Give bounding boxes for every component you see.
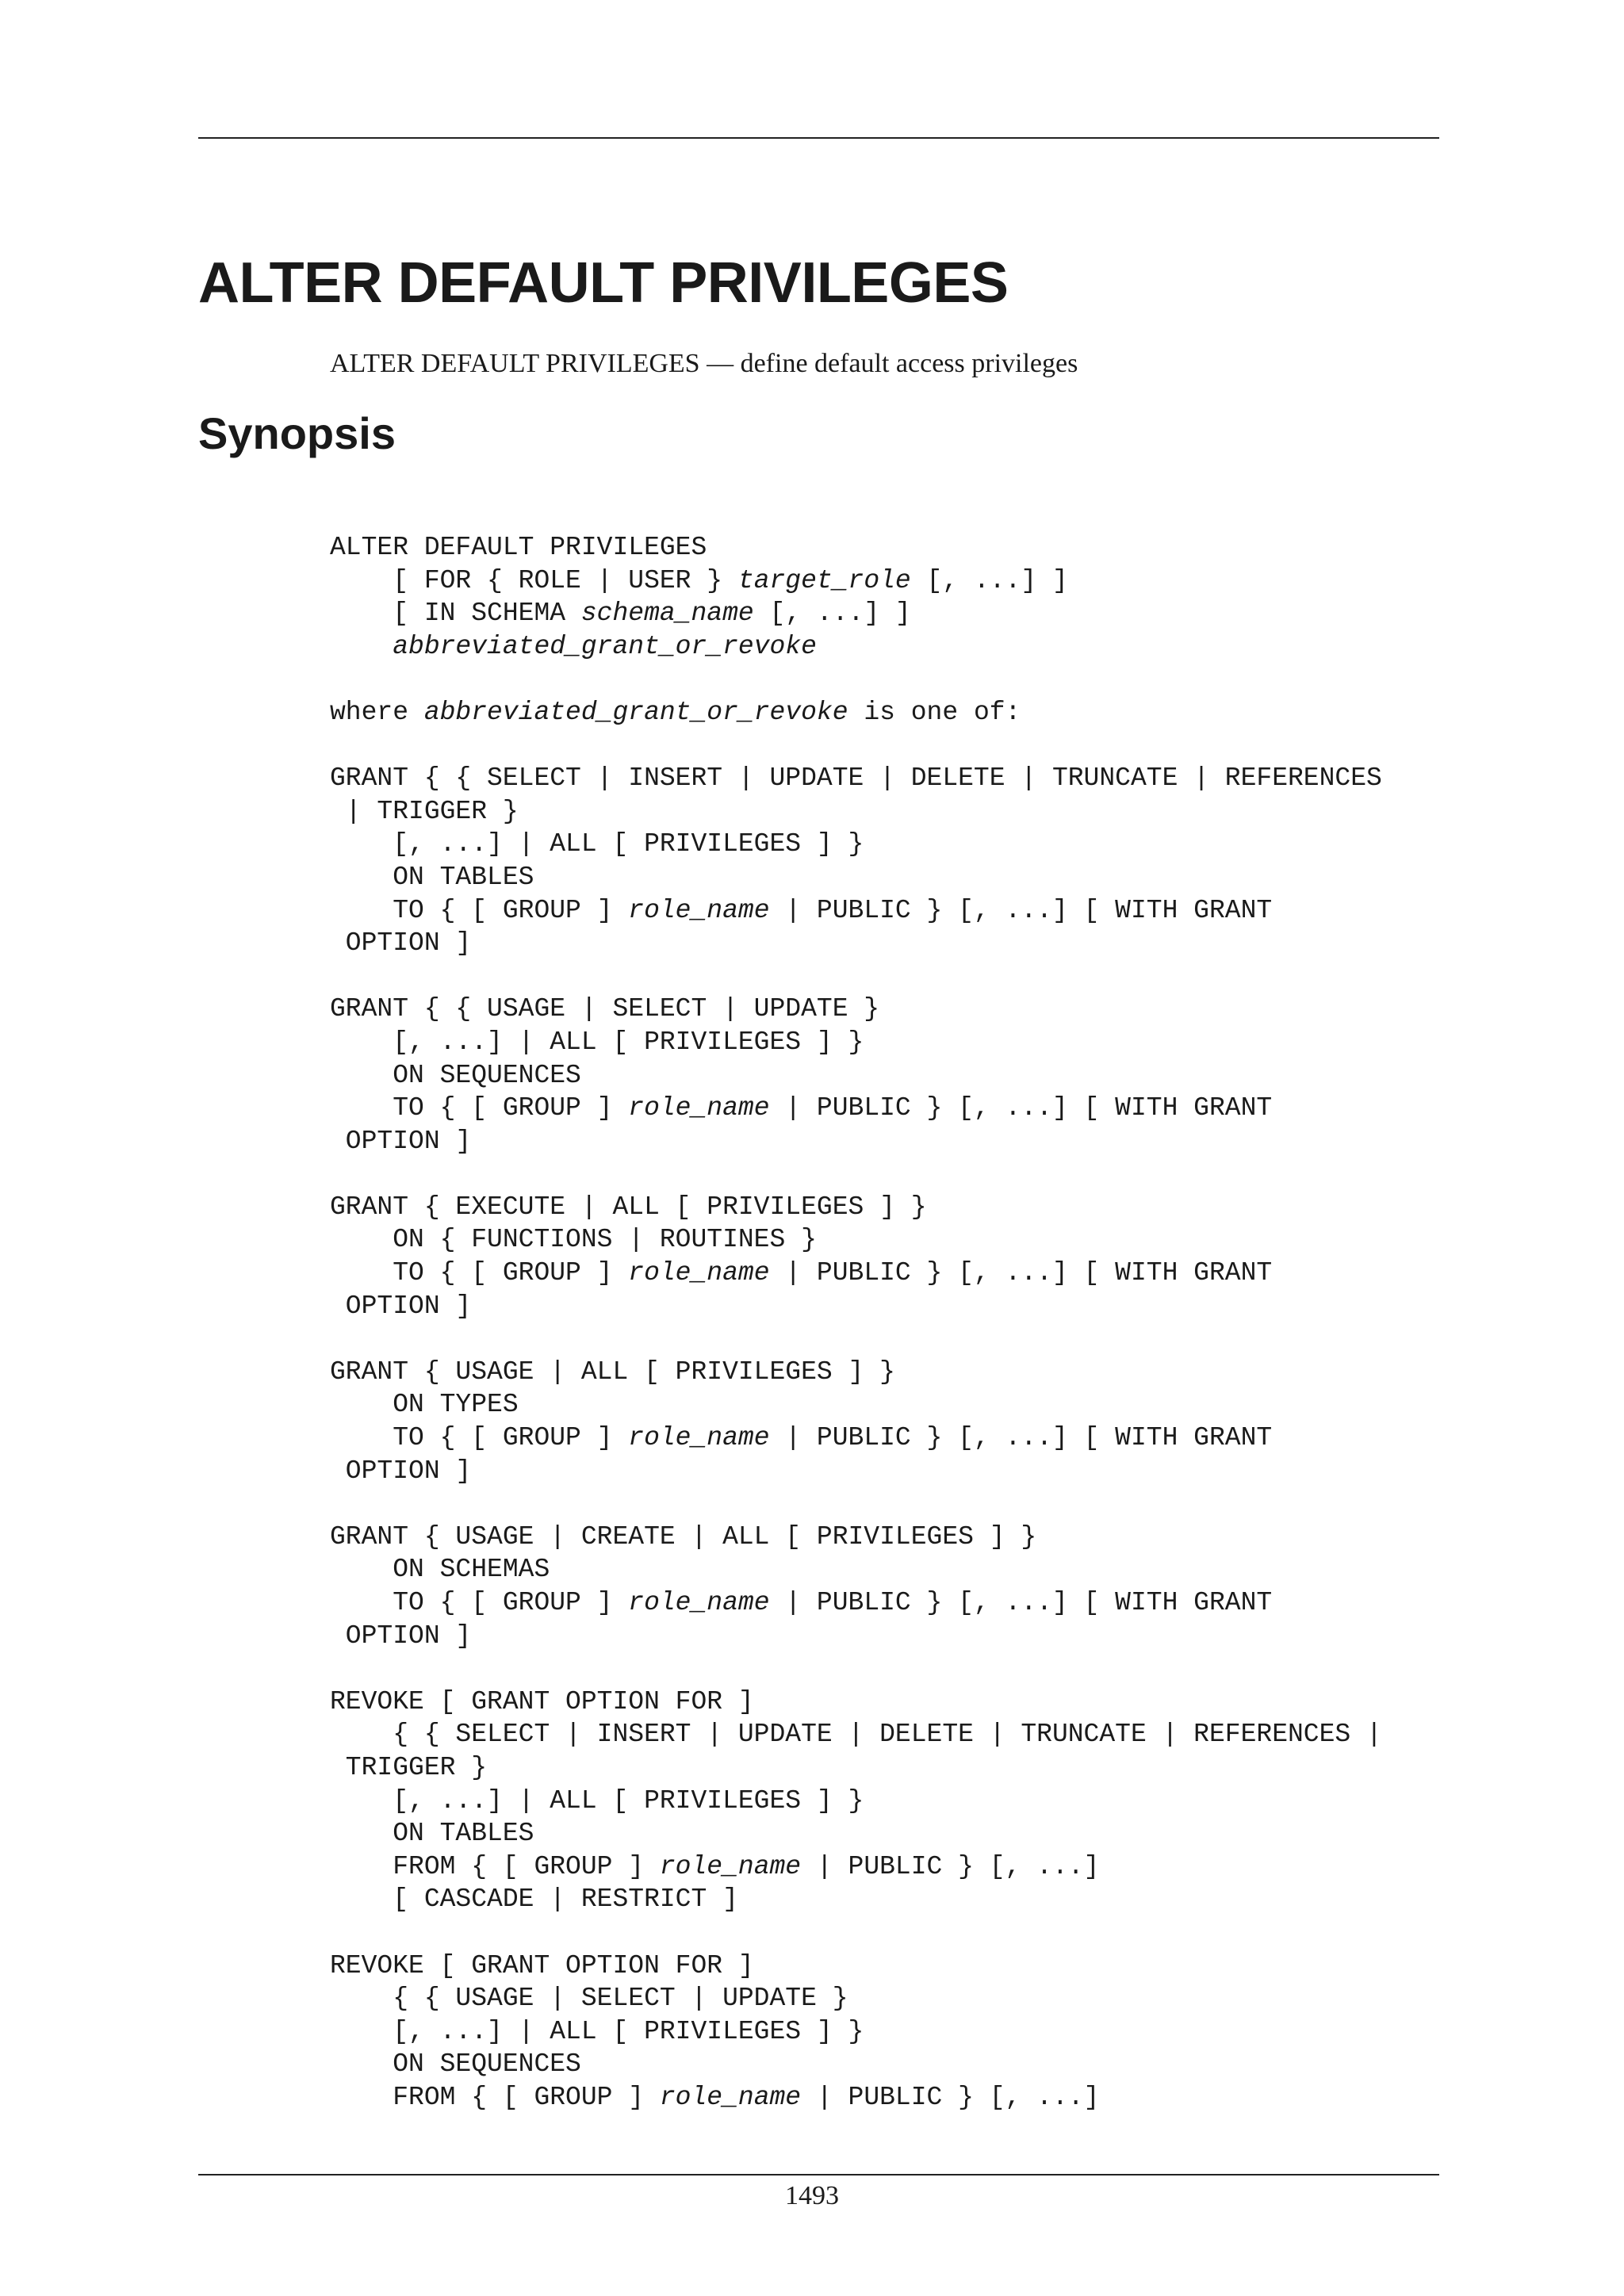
synopsis-text: TO { [ GROUP ]: [330, 1093, 629, 1123]
synopsis-line: [330, 1817, 1382, 1850]
synopsis-line: [330, 1487, 1382, 1521]
synopsis-text: OPTION ]: [330, 1291, 472, 1321]
synopsis-line: [330, 531, 1382, 564]
synopsis-line: [330, 1223, 1382, 1257]
synopsis-line: [330, 861, 1382, 894]
synopsis-line: [330, 1553, 1382, 1586]
synopsis-line: [330, 2048, 1382, 2081]
synopsis-line: [330, 828, 1382, 861]
synopsis-line: [330, 1422, 1382, 1455]
synopsis-line: [330, 1026, 1382, 1059]
synopsis-text: | TRIGGER }: [330, 796, 519, 826]
synopsis-line: [330, 1125, 1382, 1158]
synopsis-text: TO { [ GROUP ]: [330, 1423, 629, 1453]
synopsis-text: GRANT { EXECUTE | ALL [ PRIVILEGES ] }: [330, 1192, 927, 1222]
synopsis-text: OPTION ]: [330, 1126, 472, 1156]
synopsis-line: [330, 1257, 1382, 1290]
synopsis-text: TRIGGER }: [330, 1752, 488, 1782]
synopsis-line: [330, 927, 1382, 960]
synopsis-line: [330, 1388, 1382, 1422]
synopsis-text: | PUBLIC } [, ...]: [801, 2082, 1100, 2112]
section-heading-synopsis: Synopsis: [198, 408, 396, 458]
synopsis-placeholder: role_name: [628, 1588, 770, 1617]
synopsis-text: | PUBLIC } [, ...] [ WITH GRANT: [769, 895, 1273, 925]
synopsis-line: [330, 1322, 1382, 1356]
synopsis-text: [, ...] ]: [910, 565, 1068, 595]
synopsis-line: [330, 597, 1382, 630]
synopsis-placeholder: schema_name: [580, 599, 754, 629]
synopsis-line: [330, 1883, 1382, 1916]
footer-rule: [198, 2174, 1439, 2175]
synopsis-text: [330, 632, 393, 661]
synopsis-text: [, ...] ]: [753, 599, 911, 629]
synopsis-text: OPTION ]: [330, 1456, 472, 1486]
synopsis-line: [330, 630, 1382, 664]
synopsis-line: [330, 960, 1382, 993]
synopsis-line: [330, 1356, 1382, 1389]
synopsis-placeholder: role_name: [628, 1258, 770, 1288]
synopsis-line: [330, 2081, 1382, 2114]
synopsis-text: ON { FUNCTIONS | ROUTINES }: [330, 1225, 817, 1255]
synopsis-text: ON TABLES: [330, 862, 534, 892]
synopsis-line: [330, 564, 1382, 598]
synopsis-line: [330, 1916, 1382, 1950]
synopsis-text: | PUBLIC } [, ...] [ WITH GRANT: [769, 1258, 1273, 1288]
synopsis-text: ON SCHEMAS: [330, 1555, 550, 1585]
synopsis-text: [, ...] | ALL [ PRIVILEGES ] }: [330, 2016, 864, 2046]
synopsis-line: [330, 1092, 1382, 1125]
synopsis-line: [330, 1950, 1382, 1983]
synopsis-text: TO { [ GROUP ]: [330, 895, 629, 925]
synopsis-text: [ IN SCHEMA: [330, 599, 581, 629]
synopsis-line: [330, 1191, 1382, 1224]
synopsis-placeholder: abbreviated_grant_or_revoke: [393, 631, 817, 661]
synopsis-line: [330, 762, 1382, 795]
synopsis-text: FROM { [ GROUP ]: [330, 2082, 660, 2112]
synopsis-text: | PUBLIC } [, ...] [ WITH GRANT: [769, 1423, 1273, 1453]
synopsis-placeholder: target_role: [737, 565, 911, 595]
synopsis-text: TO { [ GROUP ]: [330, 1258, 629, 1288]
synopsis-text: | PUBLIC } [, ...] [ WITH GRANT: [769, 1093, 1273, 1123]
synopsis-text: ALTER DEFAULT PRIVILEGES: [330, 533, 707, 562]
synopsis-line: [330, 1158, 1382, 1191]
header-rule: [198, 137, 1439, 139]
synopsis-text: { { SELECT | INSERT | UPDATE | DELETE | TRUNCATE | REFERENCES |: [330, 1720, 1382, 1750]
synopsis-text: GRANT { { SELECT | INSERT | UPDATE | DELETE | TRUNCATE | REFERENCES: [330, 763, 1382, 794]
synopsis-placeholder: role_name: [628, 1423, 770, 1453]
synopsis-line: [330, 1620, 1382, 1653]
synopsis-line: [330, 795, 1382, 828]
synopsis-text: [, ...] | ALL [ PRIVILEGES ] }: [330, 1785, 864, 1816]
synopsis-text: is one of:: [848, 697, 1021, 727]
synopsis-placeholder: abbreviated_grant_or_revoke: [423, 697, 848, 727]
synopsis-line: [330, 663, 1382, 696]
synopsis-text: | PUBLIC } [, ...]: [801, 1851, 1100, 1881]
synopsis-text: GRANT { USAGE | CREATE | ALL [ PRIVILEGES ] }: [330, 1521, 1037, 1552]
synopsis-placeholder: role_name: [628, 1093, 770, 1123]
synopsis-line: [330, 1455, 1382, 1488]
synopsis-text: ON TABLES: [330, 1819, 534, 1849]
synopsis-text: [ FOR { ROLE | USER }: [330, 565, 738, 595]
page-number: 1493: [785, 2181, 839, 2210]
synopsis-line: [330, 1686, 1382, 1719]
synopsis-line: [330, 1850, 1382, 1884]
synopsis-text: ON SEQUENCES: [330, 2049, 581, 2080]
synopsis-line: [330, 1751, 1382, 1785]
synopsis-line: [330, 993, 1382, 1026]
synopsis-text: where: [330, 697, 424, 727]
synopsis-line: [330, 1290, 1382, 1323]
synopsis-code-block: [330, 531, 1382, 2114]
synopsis-line: [330, 729, 1382, 763]
page-title: ALTER DEFAULT PRIVILEGES: [198, 251, 1009, 315]
synopsis-text: [, ...] | ALL [ PRIVILEGES ] }: [330, 1027, 864, 1057]
synopsis-text: [ CASCADE | RESTRICT ]: [330, 1885, 738, 1915]
synopsis-line: [330, 696, 1382, 729]
synopsis-line: [330, 1586, 1382, 1620]
synopsis-text: GRANT { USAGE | ALL [ PRIVILEGES ] }: [330, 1357, 895, 1387]
synopsis-text: OPTION ]: [330, 1621, 472, 1651]
synopsis-text: { { USAGE | SELECT | UPDATE }: [330, 1984, 848, 2014]
synopsis-text: REVOKE [ GRANT OPTION FOR ]: [330, 1686, 754, 1716]
synopsis-text: FROM { [ GROUP ]: [330, 1851, 660, 1881]
synopsis-text: ON TYPES: [330, 1390, 519, 1420]
synopsis-text: TO { [ GROUP ]: [330, 1588, 629, 1617]
synopsis-line: [330, 2015, 1382, 2049]
synopsis-line: [330, 1652, 1382, 1686]
synopsis-text: REVOKE [ GRANT OPTION FOR ]: [330, 1950, 754, 1980]
synopsis-text: [, ...] | ALL [ PRIVILEGES ] }: [330, 829, 864, 859]
synopsis-text: ON SEQUENCES: [330, 1060, 581, 1090]
synopsis-line: [330, 1059, 1382, 1093]
synopsis-line: [330, 1718, 1382, 1751]
refentry-purpose: ALTER DEFAULT PRIVILEGES — define default access privileges: [330, 349, 1078, 378]
synopsis-placeholder: role_name: [659, 2082, 802, 2112]
synopsis-line: [330, 1982, 1382, 2015]
synopsis-placeholder: role_name: [628, 895, 770, 925]
synopsis-line: [330, 1521, 1382, 1554]
synopsis-text: OPTION ]: [330, 928, 472, 959]
synopsis-text: | PUBLIC } [, ...] [ WITH GRANT: [769, 1588, 1273, 1617]
synopsis-placeholder: role_name: [659, 1851, 802, 1881]
synopsis-line: [330, 1785, 1382, 1818]
synopsis-text: GRANT { { USAGE | SELECT | UPDATE }: [330, 994, 880, 1024]
synopsis-line: [330, 894, 1382, 928]
